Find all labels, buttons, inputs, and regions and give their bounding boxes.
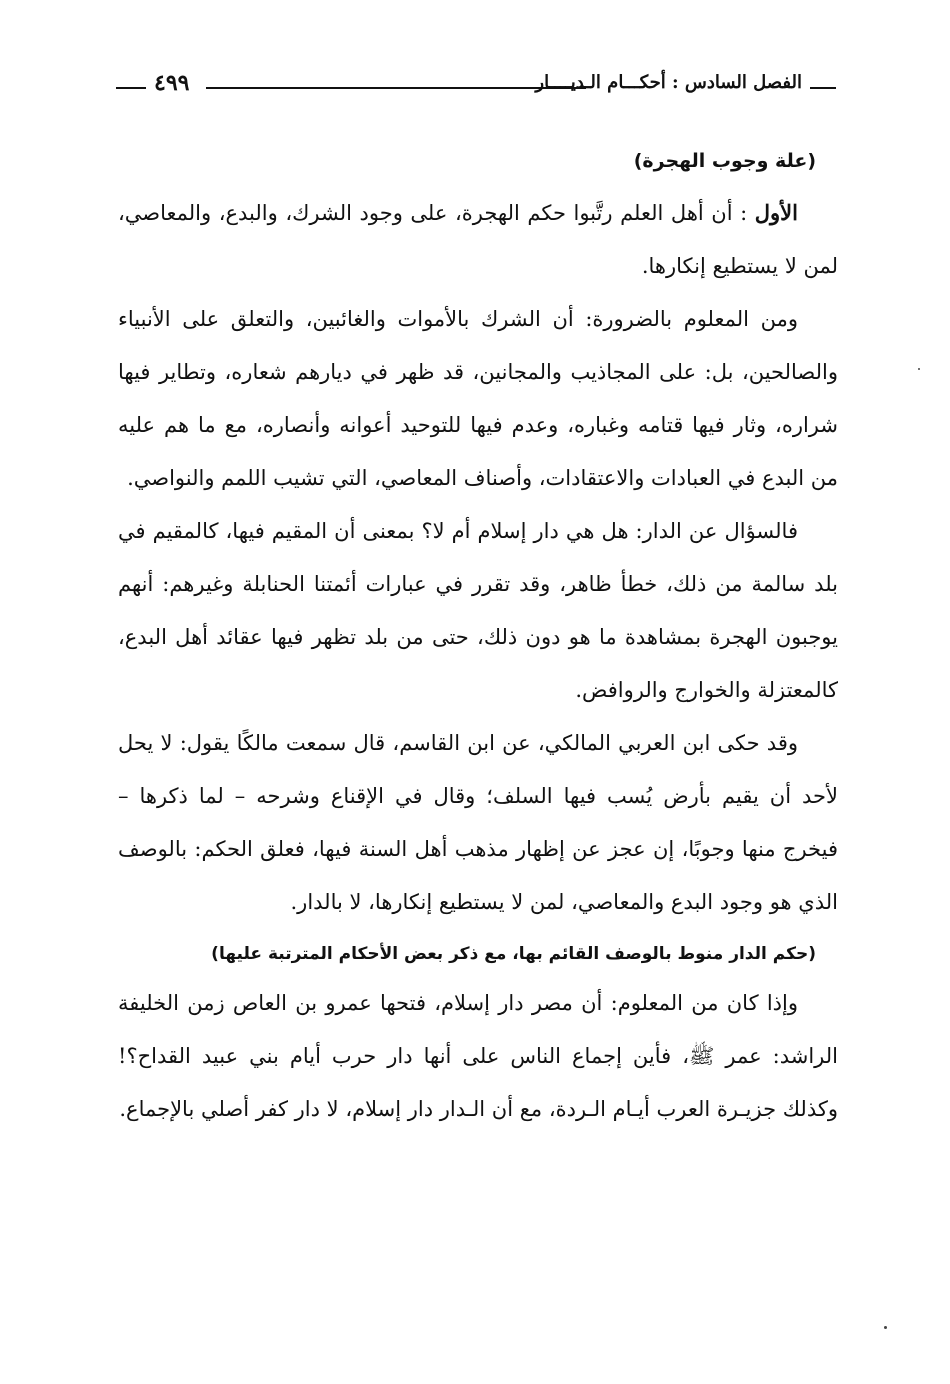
paragraph: فالسؤال عن الدار: هل هي دار إسلام أم لا؟ بمعنى أن المقيم فيها، كالمقيم في بلد سالمة من ذلك، خطأ ظاهر، وقد تقرر في عبارات أئمتنا الحنابلة وغيرهم: أنهم يوجبون الهجرة بمشاهدة ما هو دون ذلك، حتى من بلد تظهر فيها عقائد أهل البدع، كالمعتزلة والخوارج والروافض. [118,519,838,702]
section-heading: (علة وجوب الهجرة) [633,150,816,172]
paragraph: وإذا كان من المعلوم: أن مصر دار إسلام، فتحها عمرو بن العاص زمن الخليفة الراشد: عمر ﷺ، فأين إجماع الناس على أنها دار حرب أيام بني عبيد القداح؟! وكذلك جزيـرة العرب أيـام الـردة، مع أن الـدار دار إسلام، لا دار كفر أصلي بالإجماع. [118,991,838,1121]
header-rule-left [116,87,146,89]
paragraph: ومن المعلوم بالضرورة: أن الشرك بالأموات والغائبين، والتعلق على الأنبياء والصالحين، بل: على المجاذيب والمجانين، قد ظهر في ديارهم شعاره، وتطاير فيها شراره، وثار فيها قتامه وغباره، وعدم فيها للتوحيد أعوانه وأنصاره، مع ما هم عليه من البدع في العبادات والاعتقادات، وأصناف المعاصي، التي تشيب اللمم والنواصي. [118,307,838,490]
scan-speck [918,368,920,370]
header-rule-right [810,87,836,89]
paragraph-lead: الأول [754,200,798,225]
header-rule-middle [206,87,586,89]
paragraph-text: : أن أهل العلم رتَّبوا حكم الهجرة، على وجود الشرك، والبدع، والمعاصي، لمن لا يستطيع إنكارها. [118,201,838,278]
page-number: ٤٩٩ [154,70,190,96]
paragraph: وقد حكى ابن العربي المالكي، عن ابن القاسم، قال سمعت مالكًا يقول: لا يحل لأحد أن يقيم بأرض يُسب فيها السلف؛ وقال في الإقناع وشرحه – لما ذكرها – فيخرج منها وجوبًا، إن عجز عن إظهار مذهب أهل السنة فيها، فعلق الحكم: بالوصف الذي هو وجود البدع والمعاصي، لمن لا يستطيع إنكارها، لا بالدار. [118,731,838,914]
section-heading: (حكم الدار منوط بالوصف القائم بها، مع ذكر بعض الأحكام المترتبة عليها) [211,944,816,964]
page-body [118,136,838,1136]
scan-speck [884,1326,887,1329]
running-title: الفصل السادس : أحكـــام الـديــــار [535,72,802,93]
running-header [116,70,836,104]
paragraph [118,186,838,293]
